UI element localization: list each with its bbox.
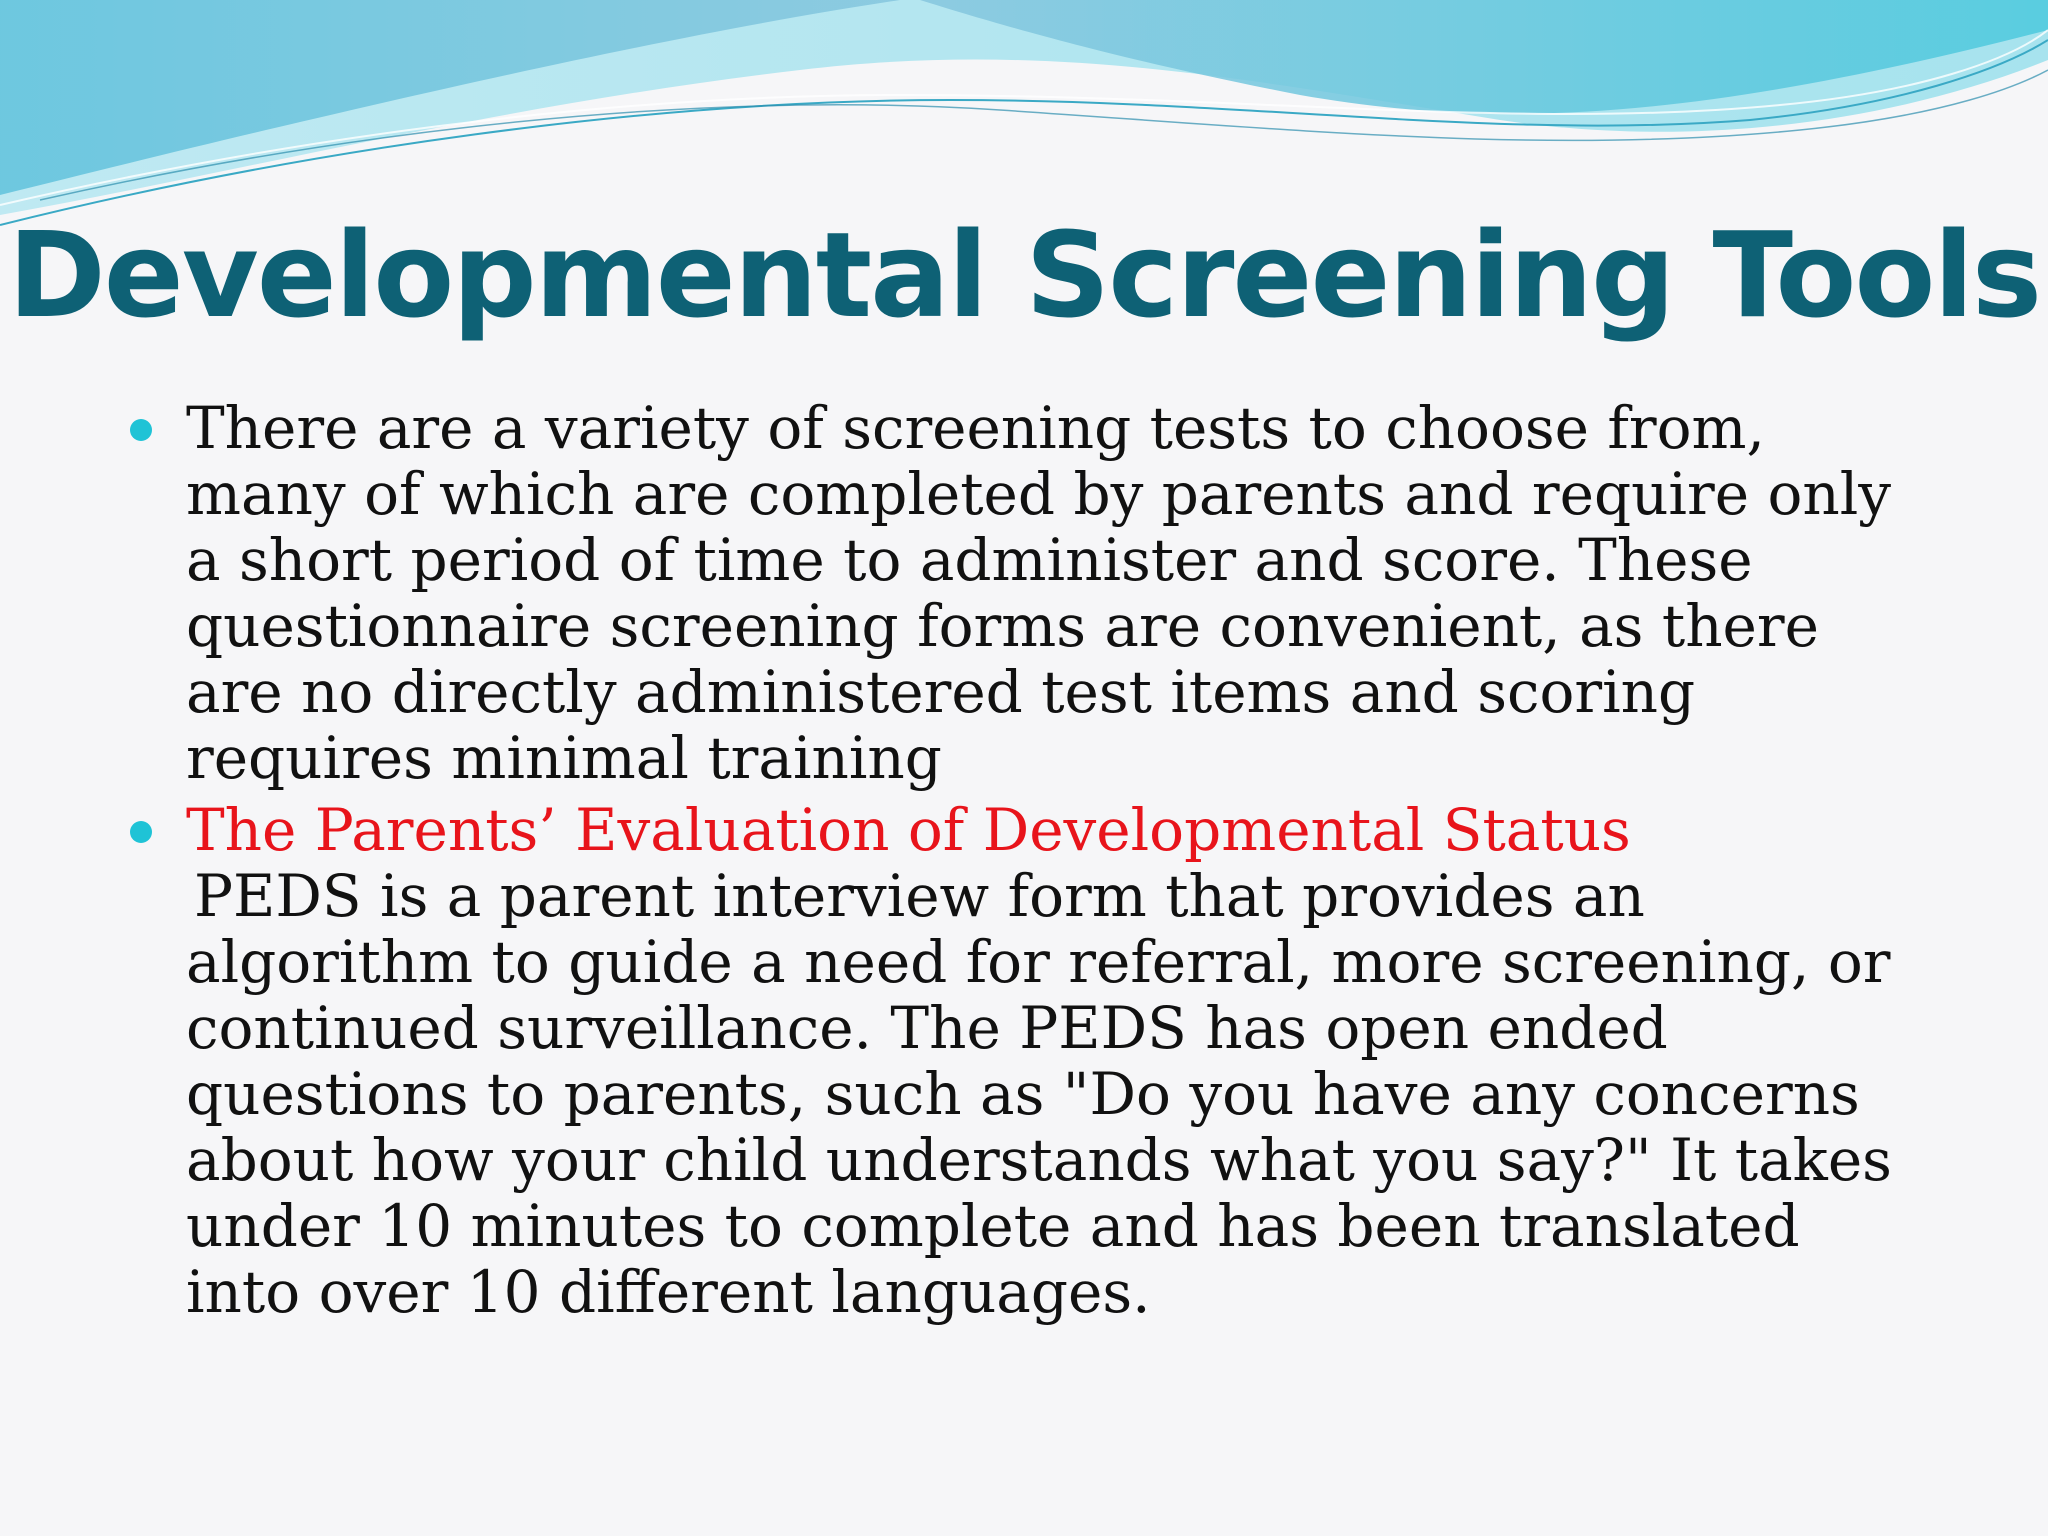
- slide-body: [130, 395, 1930, 1325]
- bullet-dot-icon: [130, 419, 152, 441]
- peds-description: [130, 863, 1930, 1325]
- bullet-text: There are a variety of screening tests to choose from, many of which are completed by parents and require only a short period of time to administer and score. These questionnaire screening forms are convenient, as there are no directly administered test items and scoring requires minimal training: [186, 394, 1892, 792]
- bullet-item-peds: [130, 797, 1930, 863]
- peds-paragraph: PEDS is a parent interview form that provides an algorithm to guide a need for referral, more screening, or continued surveillance. The PEDS has open ended questions to parents, such as "Do you have any concerns about how your child understands what you say?" It takes under 10 minutes to complete and has been translated into over 10 different languages.: [186, 862, 1892, 1326]
- bullet-dot-icon: [130, 821, 152, 843]
- bullet-heading-peds: The Parents’ Evaluation of Developmental Status: [186, 796, 1631, 864]
- header-wave-decoration: [0, 0, 2048, 240]
- bullet-item: [130, 395, 1930, 791]
- slide-title: Developmental Screening Tools: [7, 206, 2041, 344]
